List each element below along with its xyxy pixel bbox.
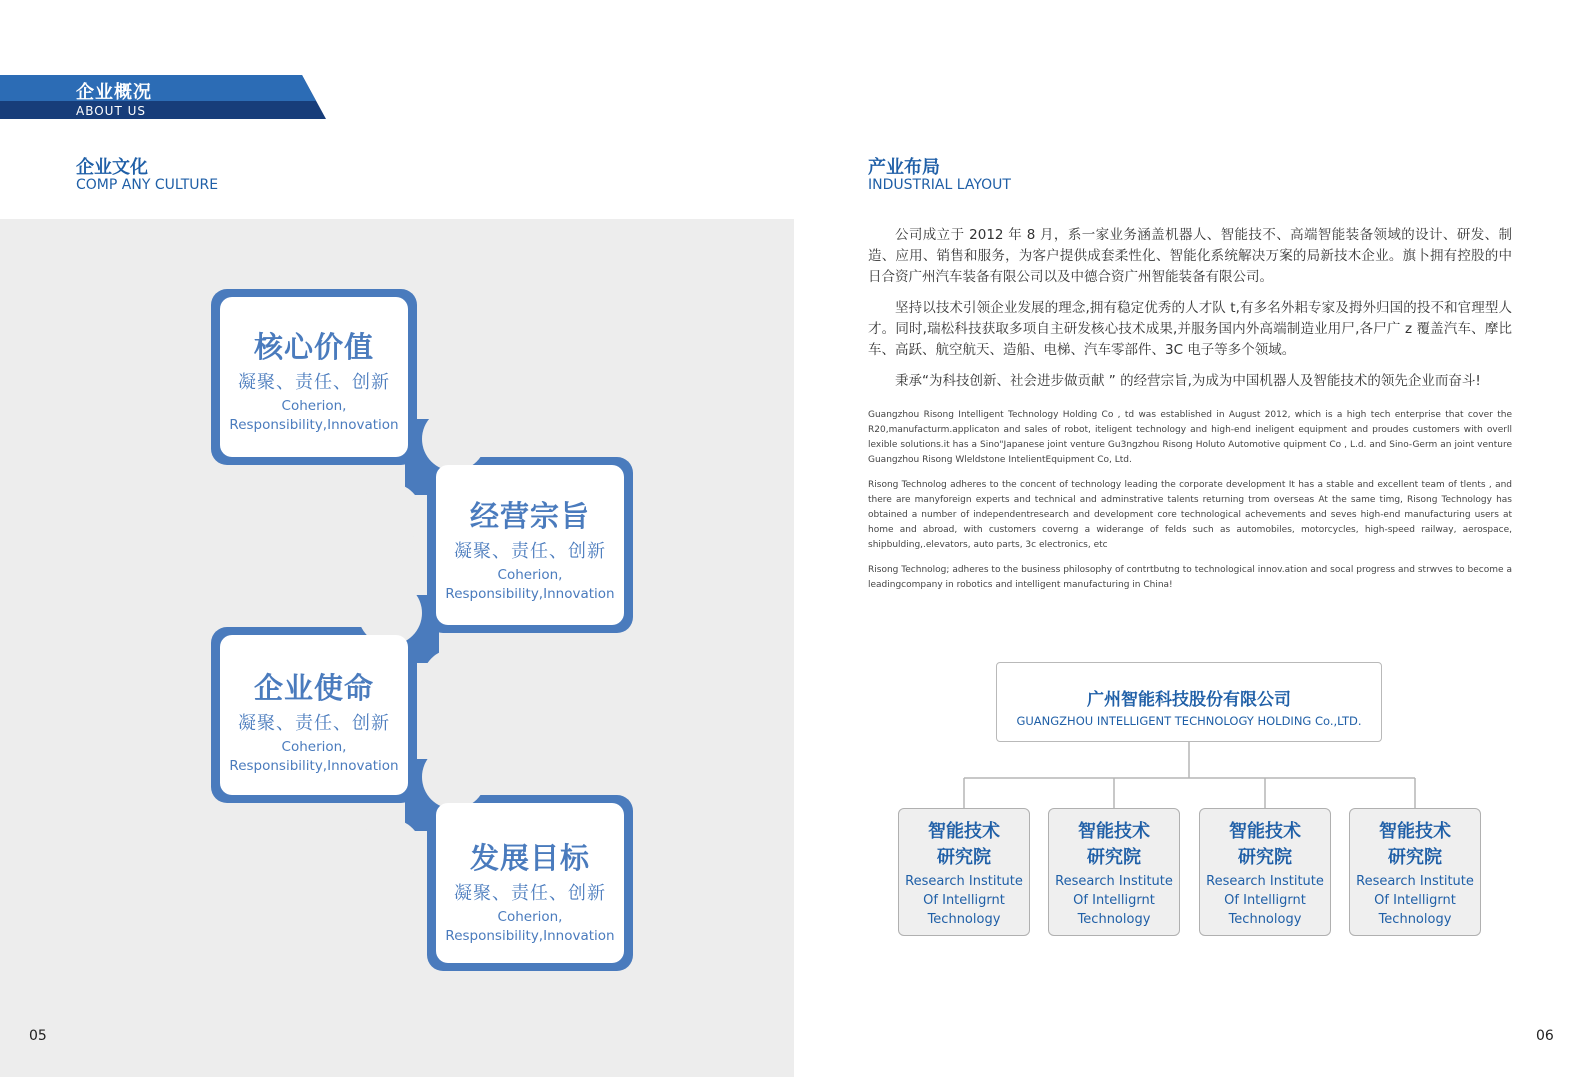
card-en-line1: Coherion, bbox=[281, 398, 347, 414]
card-subtitle: 凝聚、责任、创新 bbox=[454, 883, 606, 904]
branch-en-line2: Of Intelligrnt bbox=[1224, 893, 1306, 908]
culture-card-business-purpose bbox=[430, 494, 630, 604]
card-en-line2: Responsibility,Innovation bbox=[445, 586, 615, 602]
card-title: 企业使命 bbox=[253, 671, 374, 705]
branch-cn: 智能技术研究院 bbox=[928, 821, 1000, 868]
branch-en-line2: Of Intelligrnt bbox=[1073, 893, 1155, 908]
org-branch bbox=[898, 808, 1030, 936]
culture-card-core-value bbox=[214, 325, 414, 435]
card-title: 发展目标 bbox=[469, 841, 590, 875]
card-subtitle: 凝聚、责任、创新 bbox=[238, 372, 390, 393]
org-branch bbox=[1048, 808, 1180, 936]
card-en-line1: Coherion, bbox=[281, 739, 347, 755]
branch-cn: 智能技术研究院 bbox=[1229, 821, 1301, 868]
cn-paragraph: 公司成立于 2012 年 8 月，系一家业务涵盖机器人、智能技不、高端智能装备领域的设计、研发、制造、应用、销售和服务，为客户提供成套柔性化、智能化系统解决万案的局新技木企业。旗卜拥有控股的中日合资广州汽车装备有限公司以及中德合资广州智能装备有限公司。 bbox=[868, 227, 1512, 285]
card-en-line1: Coherion, bbox=[497, 909, 563, 925]
org-root-en: GUANGZHOU INTELLIGENT TECHNOLOGY HOLDING Co.,LTD. bbox=[1016, 714, 1362, 728]
cn-paragraph: 秉承“为科技创新、社会进步做贡献 ” 的经营宗旨,为成为中国机器人及智能技术的领先企业而奋斗! bbox=[895, 373, 1481, 389]
cn-paragraph: 坚持以技术引领企业发展的理念,拥有稳定优秀的人才队 t,有多名外耜专家及拇外归国的投不和官理型人才。同时,瑞松科技获取多项自主研发核心技术成果,并服务国内外高端制造业用尸,各尸广 z 覆盖汽车、摩比车、高跃、航空航天、造船、电梯、汽车零部件、3C 电子等多个领域。 bbox=[868, 300, 1512, 358]
org-chart-root bbox=[996, 662, 1382, 742]
branch-en-line2: Of Intelligrnt bbox=[1374, 893, 1456, 908]
culture-title: 企业文化 bbox=[76, 157, 148, 178]
en-paragraph: Guangzhou Risong Intelligent Technology Holding Co , td was established in August 2012, which is a high tech enterprise that cover the R20,manufacturm.applicaton and sales of robot, iteligent technology and high-end ineligent equipment and proudes customers with overll lexible solutions.it has a Sino"Japanese joint venture Gu3ngzhou Risong Holuto Automotive quipment Co , L.d. and Sino-Germ an joint venture Guangzhou Risong Wleldstone IntelientEquipment Co, Ltd. bbox=[868, 410, 1512, 465]
org-branch bbox=[1349, 808, 1481, 936]
branch-en-line1: Research Institute bbox=[905, 874, 1023, 889]
header-subtitle: ABOUT US bbox=[76, 104, 147, 118]
header-tab bbox=[0, 75, 330, 119]
branch-en-line1: Research Institute bbox=[1356, 874, 1474, 889]
page-number-left: 05 bbox=[29, 1028, 47, 1044]
card-subtitle: 凝聚、责任、创新 bbox=[238, 713, 390, 734]
branch-en-line3: Technology bbox=[1228, 912, 1302, 927]
page-number-right: 06 bbox=[1536, 1028, 1554, 1044]
card-en-line2: Responsibility,Innovation bbox=[229, 758, 399, 774]
org-root-cn: 广州智能科技股份有限公司 bbox=[1087, 690, 1291, 710]
card-en-line2: Responsibility,Innovation bbox=[229, 417, 399, 433]
org-branch bbox=[1199, 808, 1331, 936]
branch-en-line3: Technology bbox=[1077, 912, 1151, 927]
org-chart-lines bbox=[900, 742, 1460, 810]
en-paragraph: Risong Technolog; adheres to the business philosophy of contrtbutng to technological innov.ation and socal progress and strwves to become a leadingcompany in robotics and intelligent manufacturing in China! bbox=[868, 565, 1512, 590]
en-paragraph: Risong Technolog adheres to the concent of technology leading the corporate development It has a stable and excellent team of tlents , and there are manyforeign experts and technical and adminstrative talents returning trom overseas At the same timg, Risong Technology has obtained a number of independentresearch and development core technological achevements and seves high-end manufacturing users at home and abroad, with customers coverng a widerange of felds such as automobiles, motorcycles, high-speed railway, aerospace, shipbulding,.elevators, auto parts, 3c electronics, etc bbox=[868, 480, 1512, 550]
card-subtitle: 凝聚、责任、创新 bbox=[454, 541, 606, 562]
branch-en-line1: Research Institute bbox=[1055, 874, 1173, 889]
card-en-line1: Coherion, bbox=[497, 567, 563, 583]
branch-cn: 智能技术研究院 bbox=[1379, 821, 1451, 868]
layout-title: 产业布局 bbox=[868, 157, 940, 178]
branch-en-line3: Technology bbox=[1378, 912, 1452, 927]
card-en-line2: Responsibility,Innovation bbox=[445, 928, 615, 944]
culture-card-development-goal bbox=[430, 836, 630, 946]
company-description bbox=[868, 225, 1512, 603]
card-title: 核心价值 bbox=[253, 330, 374, 364]
branch-en-line1: Research Institute bbox=[1206, 874, 1324, 889]
card-title: 经营宗旨 bbox=[469, 499, 590, 533]
layout-subtitle: INDUSTRIAL LAYOUT bbox=[868, 177, 1011, 193]
branch-en-line2: Of Intelligrnt bbox=[923, 893, 1005, 908]
culture-card-mission bbox=[214, 666, 414, 776]
culture-subtitle: COMP ANY CULTURE bbox=[76, 177, 219, 193]
branch-en-line3: Technology bbox=[927, 912, 1001, 927]
header-title: 企业概况 bbox=[76, 82, 152, 103]
branch-cn: 智能技术研究院 bbox=[1078, 821, 1150, 868]
